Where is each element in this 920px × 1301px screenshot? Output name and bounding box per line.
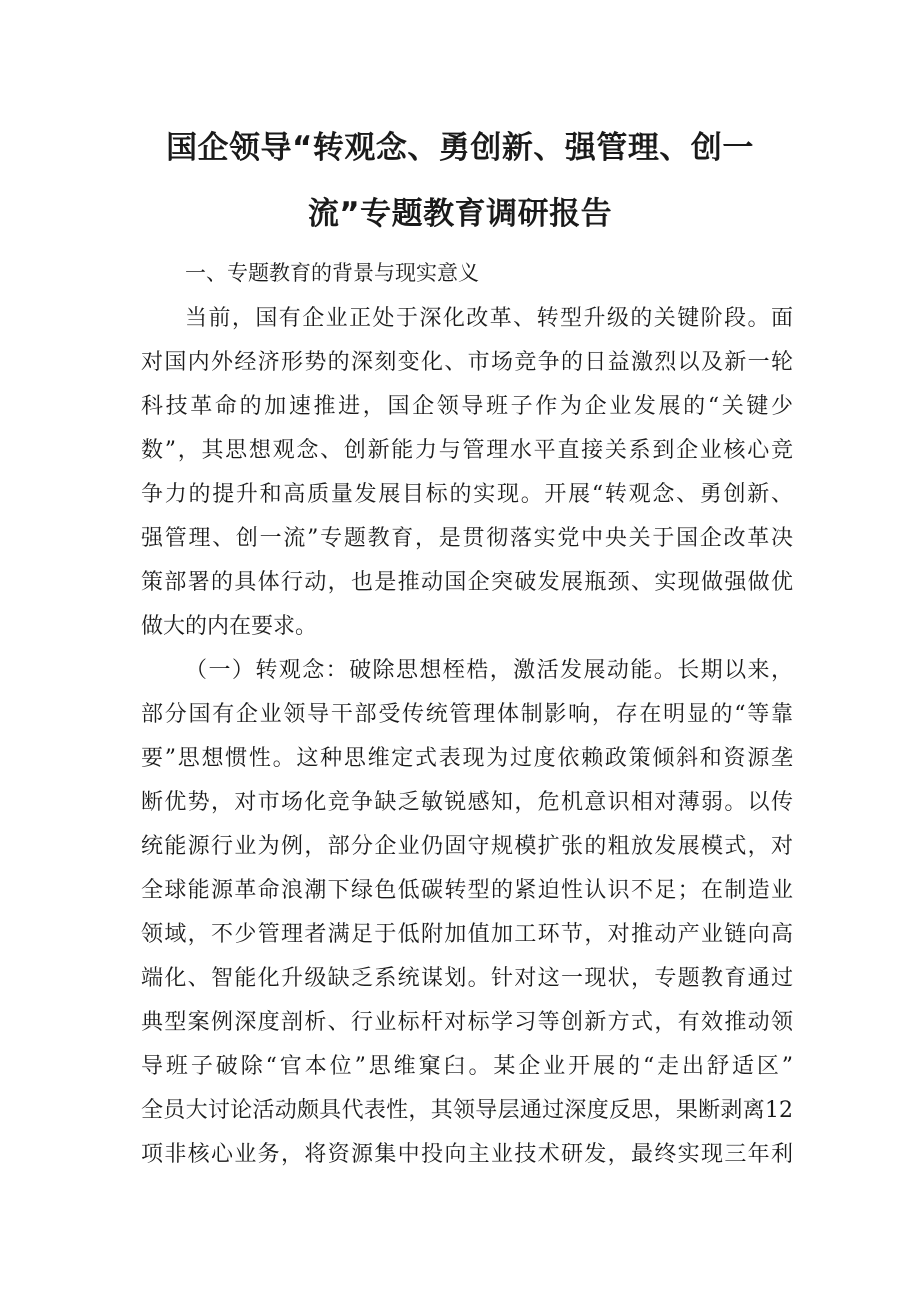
paragraph-1-line: 做大的内在要求。 (141, 614, 318, 639)
paragraph-2-line: 导班子破除“官本位”思维窠臼。某企业开展的“走出舒适区” (141, 1054, 793, 1079)
paragraph-1-line: 强管理、创一流”专题教育，是贯彻落实党中央关于国企改革决 (141, 526, 793, 551)
paragraph-2-line: 断优势，对市场化竞争缺乏敏锐感知，危机意识相对薄弱。以传 (141, 790, 793, 815)
paragraph-2-line: 典型案例深度剖析、行业标杆对标学习等创新方式，有效推动领 (141, 1010, 793, 1035)
paragraph-2-line: 领域，不少管理者满足于低附加值加工环节，对推动产业链向高 (141, 922, 793, 947)
document-title-line-1: 国企领导“转观念、勇创新、强管理、创一 (166, 130, 754, 166)
document-title-line-2: 流”专题教育调研报告 (307, 196, 613, 232)
paragraph-2-line: 要”思想惯性。这种思维定式表现为过度依赖政策倾斜和资源垄 (141, 746, 793, 771)
paragraph-2-line: 全球能源革命浪潮下绿色低碳转型的紧迫性认识不足；在制造业 (141, 878, 793, 903)
paragraph-1-line: 科技革命的加速推进，国企领导班子作为企业发展的“关键少 (141, 394, 793, 419)
paragraph-1-line: 当前，国有企业正处于深化改革、转型升级的关键阶段。面 (185, 306, 793, 331)
paragraph-2-line: 端化、智能化升级缺乏系统谋划。针对这一现状，专题教育通过 (141, 966, 793, 991)
paragraph-1-line: 对国内外经济形势的深刻变化、市场竞争的日益激烈以及新一轮 (141, 350, 793, 375)
paragraph-2-line: 统能源行业为例，部分企业仍固守规模扩张的粗放发展模式，对 (141, 834, 793, 859)
paragraph-2-line: （一）转观念：破除思想桎梏，激活发展动能。长期以来， (185, 658, 793, 683)
paragraph-1-line: 争力的提升和高质量发展目标的实现。开展“转观念、勇创新、 (141, 482, 793, 507)
paragraph-1-line: 策部署的具体行动，也是推动国企突破发展瓶颈、实现做强做优 (141, 570, 793, 595)
section-heading: 一、专题教育的背景与现实意义 (185, 261, 479, 285)
paragraph-2-line: 全员大讨论活动颇具代表性，其领导层通过深度反思，果断剥离12 (141, 1098, 793, 1123)
paragraph-1-line: 数”，其思想观念、创新能力与管理水平直接关系到企业核心竞 (141, 438, 793, 463)
paragraph-2-line: 项非核心业务，将资源集中投向主业技术研发，最终实现三年利 (141, 1142, 793, 1167)
paragraph-2-line: 部分国有企业领导干部受传统管理体制影响，存在明显的“等靠 (141, 702, 793, 727)
